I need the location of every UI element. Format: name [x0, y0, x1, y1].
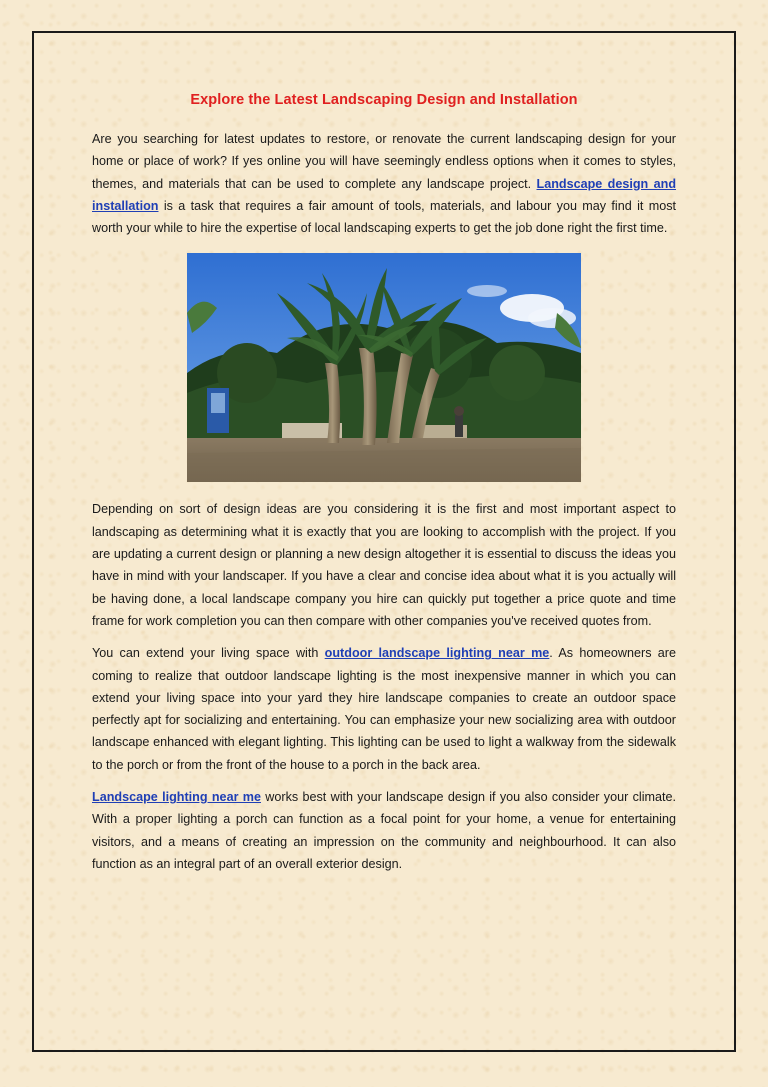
- design-ideas-paragraph: Depending on sort of design ideas are you considering it is the first and most important aspect to landscaping as determining what it is exactly that you are looking to accomplish with the project. If you are updating a current design or planning a new design altogether it is essential to discuss the ideas you have in mind with your landscaper. If you have a clear and concise idea about what it is you actually will be having done, a local landscape company you hire can quickly put together a price quote and time frame for work completion you can then compare with other companies you've received quotes from.: [92, 502, 676, 628]
- intro-paragraph: [92, 128, 676, 239]
- intro-text-end: is a task that requires a fair amount of tools, materials, and labour you may find it most worth your while to hire the expertise of local landscaping experts to get the job done right the first time.: [92, 198, 676, 236]
- document-body: [92, 90, 676, 875]
- lighting-text-start: You can extend your living space with: [92, 646, 325, 661]
- document-title: Explore the Latest Landscaping Design and Installation: [190, 92, 578, 108]
- outdoor-landscape-lighting-link[interactable]: outdoor landscape lighting near me: [324, 646, 550, 661]
- palm-trees-photo: [187, 253, 581, 482]
- intro-text-start: Are you searching for latest updates to restore, or renovate the current landscaping design for your home or place of work? If yes online you will have seemingly endless options when it comes to styles, themes, and materials that can be used to complete any landscape project.: [92, 132, 676, 191]
- lighting-text-end: . As homeowners are coming to realize that outdoor landscape lighting is the most inexpensive manner in which you can extend your living space into your yard they hire landscape companies to create an outdoor space perfectly apt for socializing and entertaining. You can emphasize your new socializing area with outdoor landscape enhanced with elegant lighting. This lighting can be used to light a walkway from the sidewalk to the porch or from the front of the house to a porch in the back area.: [92, 646, 676, 772]
- landscape-lighting-link[interactable]: Landscape lighting near me: [92, 790, 261, 805]
- landscape-design-installation-link[interactable]: Landscape design and installation: [92, 176, 677, 213]
- outdoor-lighting-paragraph: [92, 642, 676, 776]
- lighting-climate-paragraph: [92, 786, 676, 875]
- climate-text: works best with your landscape design if you also consider your climate. With a proper lighting a porch can function as a focal point for your home, a venue for entertaining visitors, and a means of creating an impression on the community and neighbourhood. It can also function as an integral part of an overall exterior design.: [92, 790, 676, 871]
